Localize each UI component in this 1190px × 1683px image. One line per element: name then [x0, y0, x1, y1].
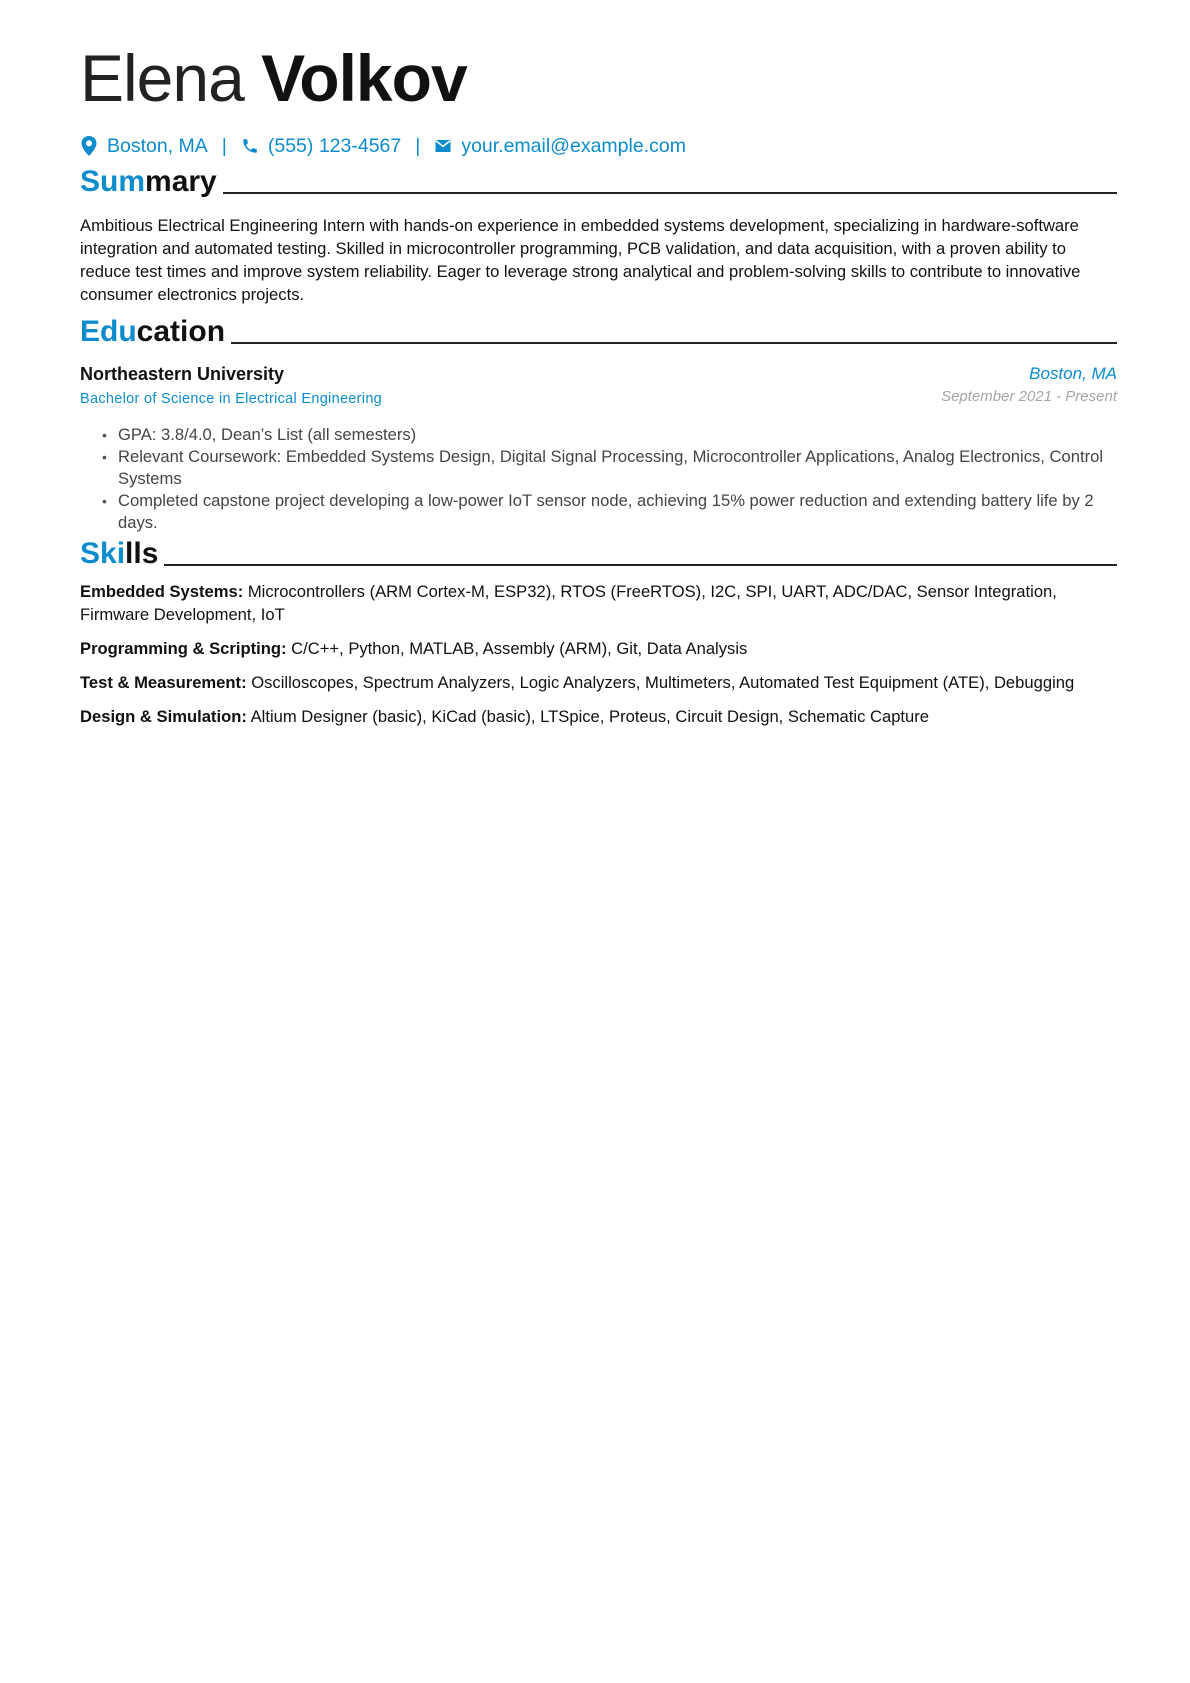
candidate-name — [80, 38, 467, 118]
summary-heading — [80, 160, 1117, 200]
skill-label: Test & Measurement: — [80, 673, 247, 692]
skill-value: Oscilloscopes, Spectrum Analyzers, Logic Analyzers, Multimeters, Automated Test Equipment (ATE), Debugging — [251, 673, 1075, 692]
map-marker-icon — [80, 136, 98, 156]
phone-icon — [241, 136, 259, 156]
contact-separator: | — [415, 134, 421, 157]
bullet-icon: • — [102, 449, 107, 465]
section-divider — [164, 564, 1117, 566]
skill-value: C/C++, Python, MATLAB, Assembly (ARM), Git, Data Analysis — [291, 639, 748, 658]
contact-phone[interactable]: (555) 123-4567 — [267, 134, 402, 157]
first-name: Elena — [80, 41, 244, 115]
bullet-icon: • — [102, 493, 107, 509]
school-name: Northeastern University — [80, 364, 285, 384]
skill-row-embedded — [80, 580, 1117, 626]
contact-separator: | — [221, 134, 227, 157]
section-divider — [231, 342, 1117, 344]
section-title: Summary — [80, 165, 217, 198]
skill-row-programming — [80, 637, 1117, 660]
section-title: Skills — [80, 537, 159, 570]
skill-value: Altium Designer (basic), KiCad (basic), LTSpice, Proteus, Circuit Design, Schematic Capture — [250, 707, 930, 726]
last-name: Volkov — [261, 41, 467, 115]
skills-heading — [80, 532, 1117, 572]
skill-value: Microcontrollers (ARM Cortex-M, ESP32), RTOS (FreeRTOS), I2C, SPI, UART, ADC/DAC, Sensor Integration, Firmware Development, IoT — [80, 582, 1057, 624]
skill-row-test — [80, 671, 1117, 694]
contact-email[interactable]: your.email@example.com — [461, 134, 686, 157]
list-item: • Relevant Coursework: Embedded Systems Design, Digital Signal Processing, Microcontroller Applications, Analog Electronics, Control Systems — [102, 447, 1104, 488]
summary-text: Ambitious Electrical Engineering Intern with hands-on experience in embedded systems development, specializing in hardware-software integration and automated testing. Skilled in microcontroller programming, PCB validation, and data acquisition, with a proven ability to reduce test times and improve system reliability. Eager to leverage strong analytical and problem-solving skills to contribute to innovative consumer electronics projects. — [80, 216, 1081, 304]
degree — [80, 391, 382, 407]
school-location: Boston, MA — [1029, 364, 1117, 383]
education-dates: September 2021 - Present — [941, 388, 1117, 405]
list-item: • GPA: 3.8/4.0, Dean’s List (all semesters) — [102, 425, 417, 444]
section-divider — [223, 192, 1117, 194]
skill-label: Design & Simulation: — [80, 707, 247, 726]
bullet-icon: • — [102, 427, 107, 443]
skill-row-design — [80, 705, 1117, 728]
education-bullets — [80, 424, 1117, 534]
contact-location: Boston, MA — [107, 134, 208, 157]
degree-text: Bachelor of Science in Electrical Engineering — [80, 391, 383, 407]
skill-label: Embedded Systems: — [80, 582, 244, 601]
contact-line — [80, 133, 686, 159]
skill-label: Programming & Scripting: — [80, 639, 287, 658]
section-title: Education — [80, 315, 226, 348]
envelope-icon — [434, 136, 452, 156]
education-heading — [80, 310, 1117, 350]
list-item: • Completed capstone project developing a low-power IoT sensor node, achieving 15% power reduction and extending battery life by 2 days. — [102, 491, 1094, 532]
